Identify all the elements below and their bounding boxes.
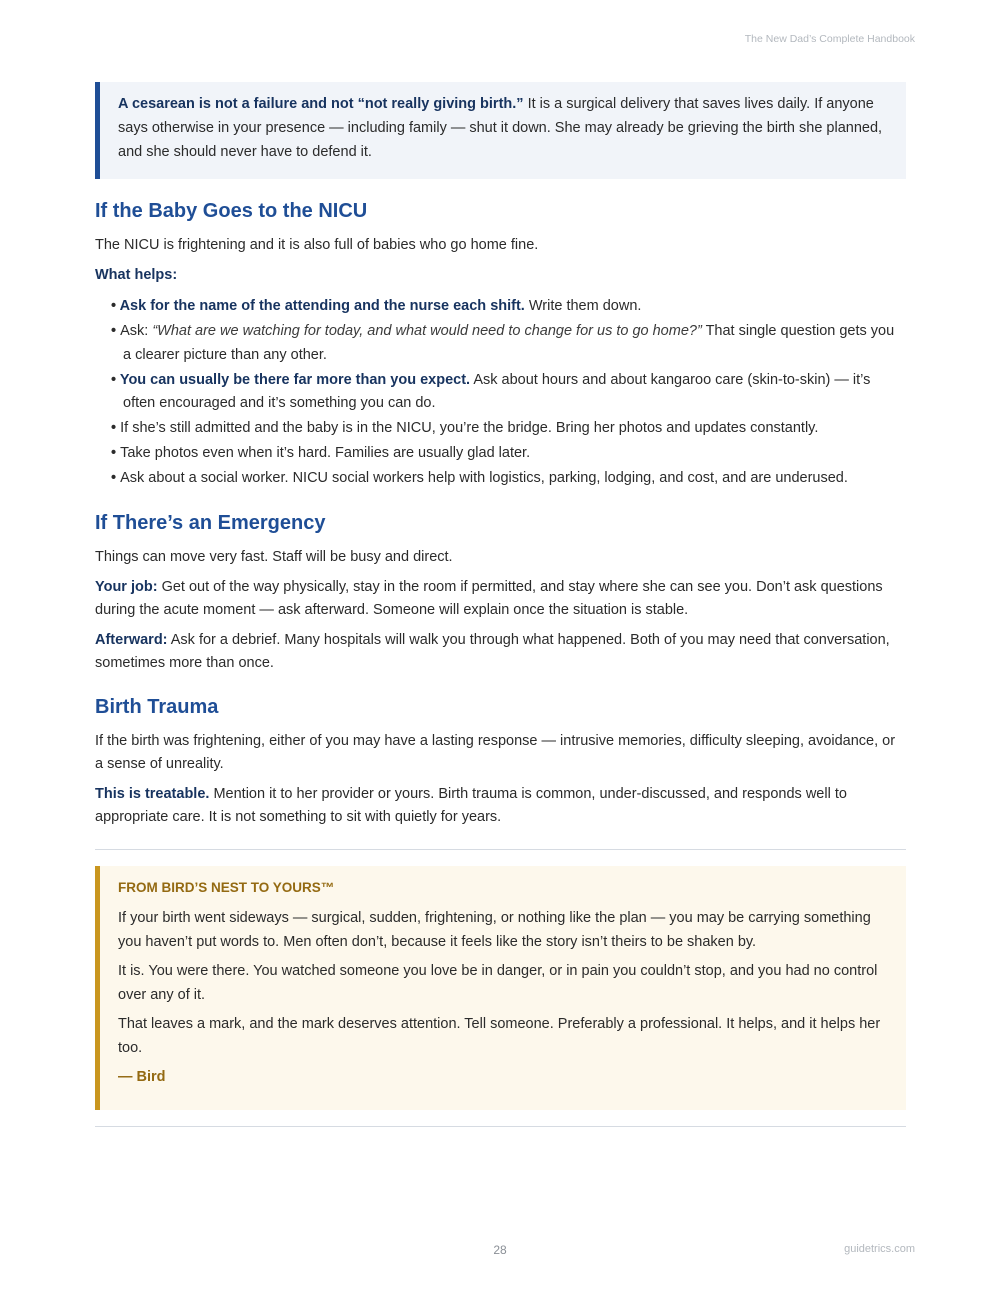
list-item: • Ask: “What are we watching for today, and what would need to change for us to go home?” That single question gets you a clearer picture than any other. <box>111 323 895 363</box>
footer-site: guidetrics.com <box>844 1243 915 1255</box>
callout-text: It is a surgical delivery that saves lives daily. If anyone says otherwise in your presence — including family — shut it down. She may already be grieving the birth she planned, and she should never have to defend it. <box>118 96 883 160</box>
callout-paragraph: If your birth went sideways — surgical, sudden, frightening, or nothing like the plan — you may be carrying something you haven’t put words to. Men often don’t, because it feels like the story isn’t theirs to be shaken by. <box>118 909 871 950</box>
list-item: • You can usually be there far more than you expect. Ask about hours and about kangaroo care (skin-to-skin) — it’s often encouraged and it’s something you can do. <box>111 371 871 411</box>
emergency-intro: Things can move very fast. Staff will be busy and direct. <box>95 548 453 565</box>
your-job-paragraph: Your job: Get out of the way physically, stay in the room if permitted, and stay where she can see you. Don’t ask questions during the acute moment — ask afterward. Someone will explain once the situation is stable. <box>95 578 883 618</box>
divider <box>95 1126 906 1127</box>
emergency-heading: If There’s an Emergency <box>95 511 326 534</box>
treatable-paragraph: This is treatable. Mention it to her provider or yours. Birth trauma is common, under-discussed, and responds well to appropriate care. It is not something to sit with quietly for years. <box>95 785 847 825</box>
cesarean-callout <box>95 82 906 179</box>
page-content <box>95 82 906 1127</box>
nicu-intro: The NICU is frightening and it is also full of babies who go home fine. <box>95 237 539 253</box>
page-number: 28 <box>493 1243 507 1257</box>
nicu-bullet-list <box>95 295 906 491</box>
callout-signature: — Bird <box>118 1068 166 1085</box>
list-item: • Ask for the name of the attending and the nurse each shift. Write them down. <box>111 298 642 314</box>
list-item: • Take photos even when it’s hard. Families are usually glad later. <box>111 445 531 461</box>
afterward-paragraph: Afterward: Ask for a debrief. Many hospitals will walk you through what happened. Both of you may need that conversation, sometimes more than once. <box>95 631 890 671</box>
list-item: • Ask about a social worker. NICU social workers help with logistics, parking, lodging, and cost, and are underused. <box>111 470 848 486</box>
callout-lead: A cesarean is not a failure and not “not really giving birth.” <box>118 96 524 112</box>
nicu-heading: If the Baby Goes to the NICU <box>95 200 368 222</box>
divider <box>95 849 906 850</box>
birth-trauma-heading: Birth Trauma <box>95 695 219 718</box>
callout-paragraph: It is. You were there. You watched someone you love be in danger, or in pain you couldn’t stop, and you had no control over any of it. <box>118 962 878 1003</box>
what-helps-label: What helps: <box>95 267 178 283</box>
birth-trauma-intro: If the birth was frightening, either of you may have a lasting response — intrusive memories, difficulty sleeping, avoidance, or a sense of unreality. <box>95 732 896 772</box>
list-item: • If she’s still admitted and the baby is in the NICU, you’re the bridge. Bring her photos and updates constantly. <box>111 420 819 436</box>
callout-paragraph: That leaves a mark, and the mark deserves attention. Tell someone. Preferably a professional. It helps, and it helps her too. <box>118 1015 881 1056</box>
birds-nest-callout <box>95 866 906 1110</box>
callout-title: FROM BIRD’S NEST TO YOURS™ <box>118 879 335 895</box>
running-header: The New Dad’s Complete Handbook <box>744 33 915 45</box>
